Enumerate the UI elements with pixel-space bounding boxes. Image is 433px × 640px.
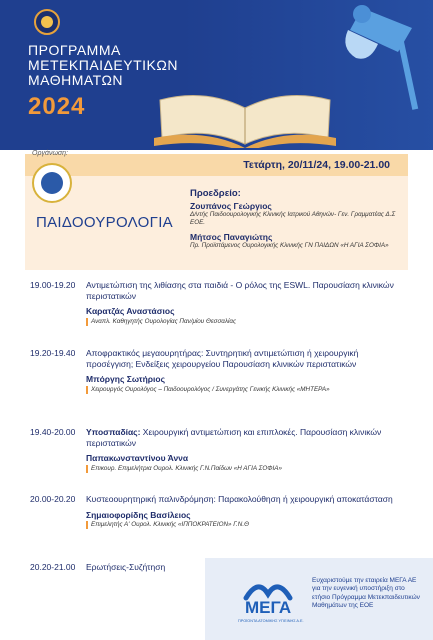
header-banner (0, 0, 433, 150)
item-topic (86, 427, 398, 448)
title-line-3: ΜΑΘΗΜΑΤΩΝ (28, 72, 124, 88)
sponsor-brand: ΜΕΓΑ (245, 598, 292, 617)
item-time: 19.20-19.40 (30, 348, 76, 358)
program-title (28, 43, 188, 88)
chair-role: Πρ. Προϊστάμενος Ουρολογικής Κλινικής ΓΝ ΠΑΙΔΩΝ «Η ΑΓΙΑ ΣΟΦΙΑ» (190, 242, 389, 249)
item-topic: Αντιμετώπιση της λιθίασης στα παιδιά - Ο ρόλος της ESWL. Παρουσίαση κλινικών περιστατικών (86, 280, 394, 301)
chairs-block (190, 188, 404, 250)
organizer-logo (32, 163, 72, 203)
item-affiliation: Αναπλ. Καθηγητής Ουρολογίας Παν/μίου Θεσσαλίας (86, 318, 398, 326)
chair-name: Μήτσος Παναγιώτης (190, 232, 273, 242)
item-speaker: Καρατζάς Αναστάσιος (86, 306, 175, 316)
sponsor-thanks: Ευχαριστούμε την εταιρεία ΜΕΓΑ ΑΕ για την ευγενική υποστήριξη στο ετήσιο Πρόγραμμα Μετεκπαιδευτικών Μαθημάτων της ΕΟΕ (312, 577, 420, 609)
open-book-icon (150, 88, 340, 148)
date-bar (25, 154, 408, 176)
session-title: ΠΑΙΔΟΟΥΡΟΛΟΓΙΑ (36, 214, 173, 231)
organizer-label: Οργάνωση: (32, 150, 68, 157)
item-speaker: Σημαιοφορίδης Βασίλειος (86, 509, 191, 520)
society-logo (34, 9, 60, 35)
item-speaker: Παπακωνσταντίνου Άννα (86, 453, 189, 463)
item-time: 19.40-20.00 (30, 427, 76, 437)
item-topic-lead: Υποσπαδίας: (86, 427, 141, 437)
item-speaker: Μπόργης Σωτήριος (86, 374, 166, 384)
item-time: 20.20-21.00 (30, 562, 76, 572)
title-line-2: ΜΕΤΕΚΠΑΙΔΕΥΤΙΚΩΝ (28, 57, 178, 73)
item-topic: Αποφρακτικός μεγαουρητήρας: Συντηρητική αντιμετώπιση ή χειρουργική προσέγγιση; Ενδείξεις χειρουργείου Παρουσίαση κλινικών περιστατικών (86, 348, 359, 369)
program-year: 2024 (28, 93, 86, 120)
title-line-1: ΠΡΟΓΡΑΜΜΑ (28, 42, 121, 58)
item-affiliation: Επικουρ. Επιμελήτρια Ουρολ. Κλινικής Γ.Ν.Παίδων «Η ΑΓΙΑ ΣΟΦΙΑ» (86, 465, 398, 473)
item-topic: Ερωτήσεις-Συζήτηση (86, 562, 166, 572)
item-time: 19.00-19.20 (30, 280, 76, 290)
item-time: 20.00-20.20 (30, 494, 76, 504)
chair-name: Ζουπάνος Γεώργιος (190, 201, 272, 211)
item-affiliation: Χειρουργός Ουρολόγος – Παιδοουρολόγος / Συνεργάτης Γενικής Κλινικής «ΜΗΤΕΡΑ» (86, 386, 398, 394)
chairs-heading: Προεδρείο: (190, 188, 241, 199)
chair-role: Δ/ντής Παιδοουρολογικής Κλινικής Ιατρικού Αθηνών- Γεν. Γραμματέας Δ.Σ ΕΟΕ. (190, 211, 396, 226)
session-date: Τετάρτη, 20/11/24, 19.00-21.00 (243, 159, 390, 171)
item-topic: Κυστεοουρητηρική παλινδρόμηση: Παρακολούθηση ή χειρουργική αποκατάσταση (86, 494, 393, 504)
sponsor-tagline: ΠΡΟΪΟΝΤΑ ΑΤΟΜΙΚΗΣ ΥΓΙΕΙΝΗΣ Α.Ε. (238, 619, 304, 623)
item-topic-rest: Χειρουργική αντιμετώπιση και επιπλοκές. Παρουσίαση κλινικών περιστατικών (86, 427, 382, 448)
item-affiliation: Επιμελητής Α' Ουρολ. Κλινικής «ΙΠΠΟΚΡΑΤΕΙΟΝ» Γ.Ν.Θ (86, 521, 398, 529)
